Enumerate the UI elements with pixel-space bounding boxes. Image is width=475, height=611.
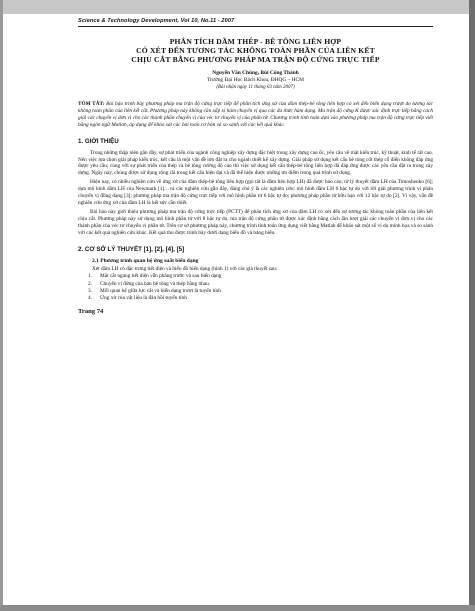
- received-date: (Bài nhận ngày 11 tháng 03 năm 2007): [216, 85, 295, 90]
- body-paragraph: Bài báo này giới thiệu phương pháp ma trận độ cứng trực tiếp (PCTT) để phân tích ứng xử của dầm LH có xét đến sự tương tác không toàn phần của liên kết chịu cắt. Phương pháp này sử dụng mô hình phần tử với 8 bậc tự do, ma trận độ cứng phần tử được xác định bằng cách lần lượt giải các chuyển vị đơn vị cho các thành phần của véc tơ chuyển vị phần tử. Trên cơ sở phương pháp này, chương trình tính toán ứng dụng viết bằng Matlab để khảo sát một số ví dụ minh họa và so sánh với các kết quả nghiên cứu khác. Kết quả thu được trình bày dưới dạng biểu đồ và bảng biểu.: [78, 208, 433, 236]
- title-line: CHỊU CẮT BẰNG PHƯƠNG PHÁP MA TRẬN ĐỘ CỨNG TRỰC TIẾP: [131, 55, 380, 64]
- body-paragraph: Trong những thập niên gần đây, sự phát triển của ngành công nghiệp xây dựng đặc biệt trong xây dựng cao ốc, yêu cầu về mặt kiến trúc, kỹ thuật, kinh tế rất cao. Nên việc lựa chọn giải pháp kiến trúc, kết cấu là một vấn đề lớn đặt ra cho ngành thiết kế xây dựng. Giải pháp sử dụng kết cấu bê tông cốt thép cổ điển không đáp ứng được yêu cầu; cùng với sự phát triển của thép và bê tông cường độ cao thì việc sử dụng kết cấu thép-bê tông liên hợp đã đáp ứng được các yêu cầu đặt ra trong xây dựng. Ngày nay, chúng được sử dụng rộng rãi trong kết cấu hiện đại và đã thể hiện được những ưu điểm trong quá trình sử dụng.: [78, 149, 433, 177]
- title-line: CÓ XÉT ĐẾN TƯƠNG TÁC KHÔNG TOÀN PHẦN CỦA LIÊN KẾT: [136, 46, 375, 55]
- list-item: [78, 281, 433, 288]
- subsection-heading: 2.1 Phương trình quan hệ ứng suất biến dạng: [92, 257, 199, 264]
- section-heading: 2. CƠ SỞ LÝ THUYẾT [1], [2], [4], [5]: [78, 245, 185, 253]
- affiliation: Trường Đại Học Bách Khoa, ĐHQG – HCM: [207, 77, 304, 83]
- list-number: 3.: [88, 287, 92, 294]
- paper-title: [78, 37, 433, 64]
- list-item: [78, 295, 433, 302]
- title-line: PHÂN TÍCH DẦM THÉP - BÊ TÔNG LIÊN HỢP: [169, 37, 342, 46]
- list-item: [78, 288, 433, 295]
- journal-header: Science & Technology Development, Vol 10, No.11 - 2007: [78, 18, 433, 27]
- list-text: Ứng xử của vật liệu là đàn hồi tuyến tính: [100, 295, 187, 302]
- page-number: Trang 74: [78, 308, 104, 316]
- abstract: [78, 101, 433, 129]
- document-page: [78, 18, 433, 315]
- list-item: [78, 273, 433, 280]
- list-number: 2.: [88, 280, 92, 287]
- viewer-left-edge: [0, 0, 3, 611]
- list-number: 4.: [88, 295, 92, 302]
- viewer-bottom-edge: [0, 605, 475, 611]
- viewer-top-edge: [0, 0, 475, 14]
- subsection-intro: Xét dầm LH có đặc trưng tiết diện và biểu đồ biến dạng (hình 1) với các giả thuyết sau:: [92, 265, 278, 272]
- abstract-text: Bài báo trình bày phương pháp ma trận độ cứng trực tiếp để phân tích ứng xử của dầm thép-bê tông liên hợp có xét đến biến dạng trượt do tương tác không toàn phần của liên kết cắt. Phương pháp này không cần xấp xỉ hàm chuyển vị qua các đa thức hàm dạng. Ma trận độ cứng K được xác định trực tiếp bằng cách giải các chuyển vị đơn vị cho các thành phần chuyển vị của véc tơ chuyển vị của phần tử. Chương trình tính toán dựa vào phương pháp ma trận độ cứng trực tiếp viết bằng ngôn ngữ Matlab, áp dụng để khảo sát các bài toán cơ bản và so sánh với các kết quả khác.: [78, 101, 433, 128]
- viewer-right-edge[interactable]: [469, 0, 475, 611]
- list-number: 1.: [88, 273, 92, 280]
- abstract-label: TÓM TẮT:: [78, 101, 105, 107]
- list-text: Chuyển vị đứng của bản bê tông và thép bằng nhau.: [100, 280, 211, 287]
- list-text: Mặt cắt ngang tiết diện vẫn phẳng trước và sau biến dạng: [100, 273, 222, 280]
- authors: Nguyễn Văn Chúng, Bùi Công Thành: [212, 70, 299, 76]
- list-text: Mối quan hệ giữa lực cắt và biến dạng trượt là tuyến tính: [100, 287, 221, 294]
- section-heading: 1. GIỚI THIỆU: [78, 137, 119, 145]
- body-paragraph: Hiện nay, có nhiều nghiên cứu về ứng xử của dầm thép-bê tông liên hợp (gọi tắt là dầm liên hợp LH) đã được báo cáo; từ lý thuyết dầm LH của Timoshenko [6]; dựa mô hình dầm LH của Newmark [1]…và các nghiên cứu gần đây, đáng chú ý là các nghiên cứu: mô hình dầm LH 6 bậc tự do với lời giải phương trình vi phân chuyển vị đồng dạng [3]; phương pháp ma trận độ cứng trực tiếp với mô hình phần tử 6 bậc tự do; phương pháp phần tử hữu hạn với 12 bậc tự do [2]. Vì vậy, vấn đề nghiên cứu ứng xử của dầm LH là hết sức cần thiết.: [78, 179, 433, 206]
- assumption-list: [78, 273, 433, 302]
